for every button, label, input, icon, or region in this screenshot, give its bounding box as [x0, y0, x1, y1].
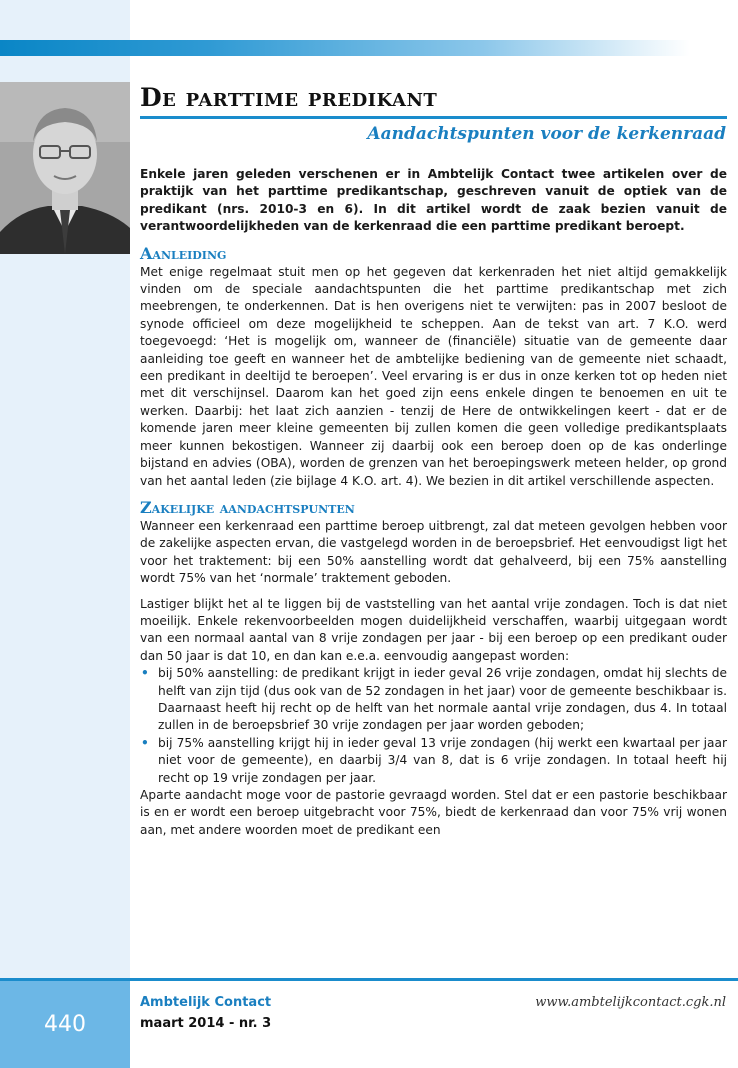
top-gradient-band: [0, 40, 690, 56]
page-number: 440: [44, 1012, 86, 1037]
zakelijke-paragraph-2: Lastiger blijkt het al te liggen bij de vaststelling van het aantal vrije zondagen. Toch is dat niet moeilijk. Enkele rekenvoorbeelden mogen duidelijkheid verschaffen, waarbij uitgegaan wordt van een normaal aantal van 8 vrije zondagen per jaar - bij een beroep op een predikant ouder dan 50 jaar is dat 10, en dan kan e.e.a. eenvoudig aangepast worden:: [140, 596, 727, 663]
list-item-text: bij 75% aanstelling krijgt hij in ieder geval 13 vrije zondagen (hij werkt een kwartaal per jaar niet voor de gemeente), en daarbij 3/4 van 8, dat is 6 vrije zondagen. In totaal heeft hij recht op 19 vrije zondagen per jaar.: [158, 735, 727, 785]
issue-label: maart 2014 - nr. 3: [140, 1016, 272, 1031]
bullet-icon: •: [141, 735, 149, 750]
section-heading-aanleiding: Aanleiding: [140, 243, 227, 263]
article-title: De parttime predikant: [140, 83, 438, 112]
title-rule: [140, 116, 727, 119]
bullet-icon: •: [141, 666, 149, 681]
list-item: [140, 665, 727, 735]
list-item-text: bij 50% aanstelling: de predikant krijgt in ieder geval 26 vrije zondagen, omdat hij slechts de helft van zijn tijd (dus ook van de 52 zondagen in het jaar) voor de gemeente beschikbaar is. Daarnaast heeft hij recht op de helft van het normale aantal vrije zondagen, dus 4. In totaal zullen in de beroepsbrief 30 vrije zondagen per jaar worden geboden;: [158, 666, 727, 733]
website-url[interactable]: www.ambtelijkcontact.cgk.nl: [535, 995, 726, 1010]
zakelijke-paragraph-3: Aparte aandacht moge voor de pastorie gevraagd worden. Stel dat er een pastorie beschikbaar is en er wordt een beroep uitgebracht voor 75%, biedt de kerkenraad dan voor 75% vrij wonen aan, met andere woorden moet de predikant een: [140, 788, 727, 837]
section-aanleiding-body: Met enige regelmaat stuit men op het gegeven dat kerkenraden het niet altijd gemakkelijk vinden om de speciale aandachtspunten die het parttime predikantschap met zich meebrengen, te onderkennen. Dat is hen overigens niet te verwijten: pas in 2007 besloot de synode officieel om deze mogelijkheid te scheppen. Aan de tekst van art. 7 K.O. werd toegevoegd: ‘Het is mogelijk om, wanneer de (financiële) situatie van de gemeente daar aanleiding toe geeft en wanneer het de ambtelijke bediening van de gemeente niet schaadt, een predikant in deeltijd te beroepen’. Veel ervaring is er dus in onze kerken tot op heden niet met dit verschijnsel. Daarom kan het goed zijn eens enkele dingen te benoemen en uit te werken. Daarbij: het laat zich aanzien - tenzij de Here de ontwikkelingen keert - dat er de komende jaren meer kleine gemeenten bij zullen komen die geen volledige predikantsplaats meer kunnen bekostigen. Wanneer zij daarbij ook een beroep doen op de kas onderlinge bijstand en advies (OBA), worden de grenzen van het beroepingswerk meteen helder, op grond van het aantal leden (zie bijlage 4 K.O. art. 4). We bezien in dit artikel verschillende aspecten.: [140, 264, 727, 488]
zondagen-bullet-list: [140, 665, 727, 787]
zakelijke-paragraph-1: Wanneer een kerkenraad een parttime beroep uitbrengt, zal dat meteen gevolgen hebben voor de zakelijke aspecten ervan, die vastgelegd worden in de beroepsbrief. Het eenvoudigst ligt het voor het traktement: bij een 50% aanstelling wordt dat gehalveerd, bij een 75% aanstelling wordt 75% van het ‘normale’ traktement geboden.: [140, 518, 727, 586]
intro-paragraph: Enkele jaren geleden verschenen er in Ambtelijk Contact twee artikelen over de praktijk van het parttime predikantschap, geschreven vanuit de optiek van de predikant (nrs. 2010-3 en 6). In dit artikel wordt de zaak bezien vanuit de verantwoordelijkheden van de kerkenraad die een parttime predikant beroept.: [140, 167, 727, 234]
magazine-name: Ambtelijk Contact: [140, 995, 272, 1010]
article-body: [140, 166, 727, 839]
author-portrait-image: [0, 82, 130, 254]
section-heading-zakelijke: Zakelijke aandachtspunten: [140, 497, 355, 517]
list-item: [140, 735, 727, 787]
article-subtitle: Aandachtspunten voor de kerkenraad: [367, 124, 726, 144]
author-photo: [0, 82, 130, 254]
